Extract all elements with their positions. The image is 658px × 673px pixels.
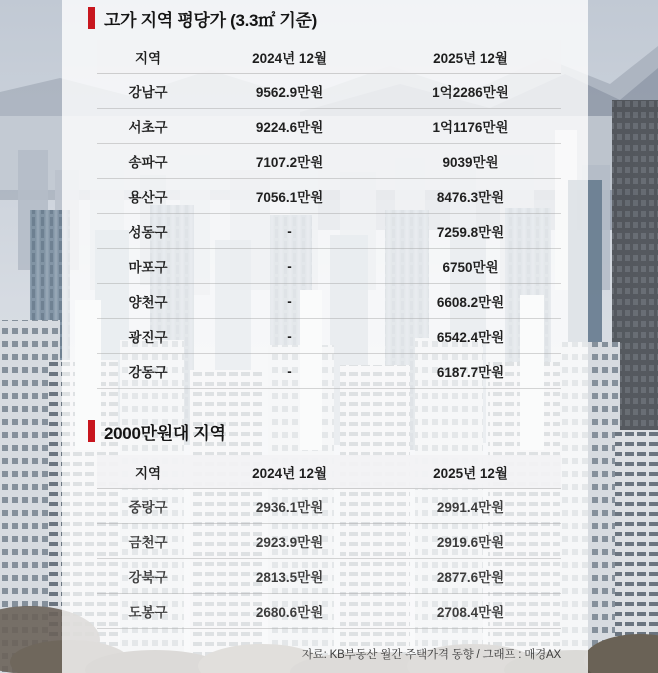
price-cell: -	[287, 223, 292, 239]
table-row	[97, 524, 561, 559]
price-cell: -	[287, 328, 292, 344]
section2-title-block	[88, 418, 226, 444]
column-header-2025: 2025년 12월	[433, 465, 508, 481]
price-cell: 1억1176만원	[432, 120, 509, 135]
column-header-2024: 2024년 12월	[252, 50, 327, 66]
source-credit: 자료: KB부동산 월간 주택가격 동향 / 그래프 : 매경AX	[301, 649, 561, 661]
region-cell: 강북구	[128, 570, 168, 585]
price-cell: 9562.9만원	[255, 85, 324, 100]
column-header-2024: 2024년 12월	[252, 465, 327, 481]
table-row	[97, 319, 561, 354]
price-cell: 7259.8만원	[436, 225, 505, 240]
price-cell: 2919.6만원	[436, 535, 505, 550]
price-cell: 1억2286만원	[432, 85, 509, 100]
column-header-2025: 2025년 12월	[433, 50, 508, 66]
region-cell: 서초구	[128, 120, 168, 135]
section1-title: 고가 지역 평당가 (3.3㎡ 기준)	[104, 10, 317, 30]
section2-title: 2000만원대 지역	[104, 423, 226, 443]
price-cell: 2708.4만원	[436, 605, 505, 620]
price-cell: 6750만원	[442, 260, 499, 275]
region-cell: 강동구	[128, 365, 168, 380]
region-cell: 강남구	[128, 85, 168, 100]
price-cell: 2923.9만원	[255, 535, 324, 550]
region-cell: 마포구	[128, 260, 168, 275]
price-cell: 2680.6만원	[255, 605, 324, 620]
table-row	[97, 144, 561, 179]
table-body	[97, 489, 561, 629]
table-header	[97, 455, 561, 489]
price-cell: -	[287, 258, 292, 274]
table-row	[97, 559, 561, 594]
table-row	[97, 179, 561, 214]
region-cell: 금천구	[128, 535, 168, 550]
red-accent-bar	[88, 420, 95, 442]
table-row	[97, 284, 561, 319]
mid-price-table	[97, 455, 561, 629]
red-accent-bar	[88, 7, 95, 29]
price-cell: 9224.6만원	[255, 120, 324, 135]
region-cell: 성동구	[128, 225, 168, 240]
price-cell: 2813.5만원	[255, 570, 324, 585]
price-cell: 7107.2만원	[255, 155, 324, 170]
region-cell: 송파구	[128, 155, 168, 170]
price-cell: 8476.3만원	[436, 190, 505, 205]
table-row	[97, 354, 561, 389]
table-body	[97, 74, 561, 389]
price-cell: -	[287, 293, 292, 309]
price-cell: 6187.7만원	[436, 365, 505, 380]
region-cell: 용산구	[128, 190, 168, 205]
table-row	[97, 214, 561, 249]
section1-title-block	[88, 5, 317, 31]
column-header-region: 지역	[134, 50, 162, 66]
table-row	[97, 249, 561, 284]
table-row	[97, 74, 561, 109]
table-row	[97, 109, 561, 144]
price-cell: 2936.1만원	[255, 500, 324, 515]
high-price-table	[97, 40, 561, 389]
region-cell: 도봉구	[128, 605, 168, 620]
table-row	[97, 489, 561, 524]
price-cell: 9039만원	[442, 155, 499, 170]
region-cell: 중랑구	[128, 500, 168, 515]
price-cell: 2877.6만원	[436, 570, 505, 585]
price-cell: -	[287, 363, 292, 379]
table-row	[97, 594, 561, 629]
price-cell: 6608.2만원	[436, 295, 505, 310]
column-header-region: 지역	[134, 465, 162, 481]
region-cell: 광진구	[128, 330, 168, 345]
price-cell: 7056.1만원	[255, 190, 324, 205]
price-cell: 2991.4만원	[436, 500, 505, 515]
region-cell: 양천구	[128, 295, 168, 310]
table-header	[97, 40, 561, 74]
price-cell: 6542.4만원	[436, 330, 505, 345]
